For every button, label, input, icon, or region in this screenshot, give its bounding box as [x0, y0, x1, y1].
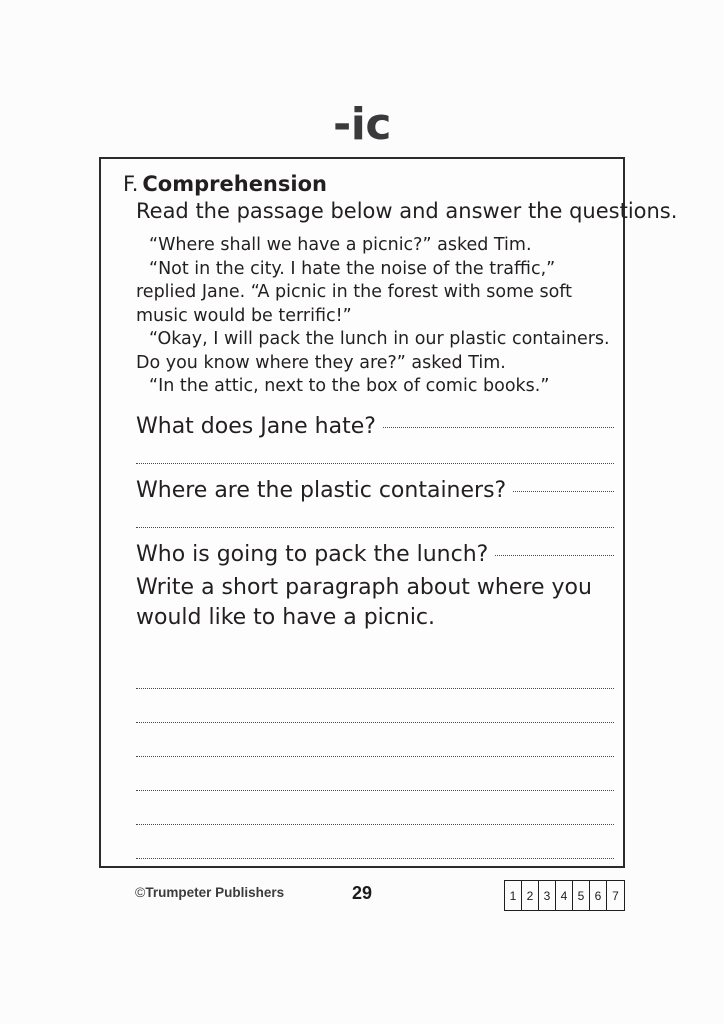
grade-cell[interactable]: 1: [505, 881, 522, 910]
passage-paragraph: “Okay, I will pack the lunch in our plastic containers. Do you know where they are?” asked Tim.: [136, 329, 610, 373]
grade-cell[interactable]: 2: [522, 881, 539, 910]
question-text: Who is going to pack the lunch?: [136, 541, 489, 567]
grade-cell[interactable]: 7: [612, 888, 619, 903]
question-row: [136, 476, 614, 505]
writing-line[interactable]: [136, 791, 614, 825]
writing-line[interactable]: [136, 689, 614, 723]
question-row: [136, 412, 614, 441]
page-footer: [99, 880, 625, 914]
answer-blank[interactable]: [383, 426, 614, 428]
grade-cell[interactable]: 3: [539, 881, 556, 910]
spacer: [136, 441, 614, 463]
grade-cell[interactable]: 5: [573, 881, 590, 910]
copyright-icon: ©: [135, 884, 146, 900]
question-row: [136, 540, 614, 569]
reading-passage: [136, 234, 614, 399]
writing-line[interactable]: [136, 825, 614, 859]
section-letter: F.: [123, 172, 139, 196]
grade-cell[interactable]: 4: [556, 881, 573, 910]
passage-paragraph: “Not in the city. I hate the noise of the traffic,” replied Jane. “A picnic in the forest with some soft music would be terrific!”: [136, 258, 573, 326]
page-title: -ic: [333, 99, 391, 150]
section-instruction: Read the passage below and answer the questions.: [136, 199, 678, 223]
questions-section: [136, 412, 614, 633]
question-text: What does Jane hate?: [136, 413, 376, 439]
spacer: [136, 464, 614, 476]
answer-blank[interactable]: [513, 490, 614, 492]
writing-prompt: Write a short paragraph about where you would like to have a picnic.: [136, 574, 592, 630]
writing-line[interactable]: [136, 757, 614, 791]
section-title: Comprehension: [142, 172, 327, 196]
spacer: [136, 528, 614, 540]
spacer: [136, 505, 614, 527]
section-heading: [123, 171, 609, 197]
writing-line[interactable]: [136, 655, 614, 689]
passage-paragraph: “In the attic, next to the box of comic books.”: [149, 376, 550, 396]
writing-line[interactable]: [136, 723, 614, 757]
question-text: Where are the plastic containers?: [136, 477, 507, 503]
answer-blank[interactable]: [495, 554, 614, 556]
page-number: 29: [351, 883, 373, 903]
writing-lines: [136, 655, 614, 859]
grade-level-boxes: [504, 880, 625, 911]
worksheet-content: [101, 159, 678, 866]
grade-cell[interactable]: 6: [590, 881, 607, 910]
worksheet-box: [99, 157, 678, 868]
publisher-name: Trumpeter Publishers: [145, 885, 285, 900]
passage-paragraph: “Where shall we have a picnic?” asked Tim.: [149, 235, 532, 255]
